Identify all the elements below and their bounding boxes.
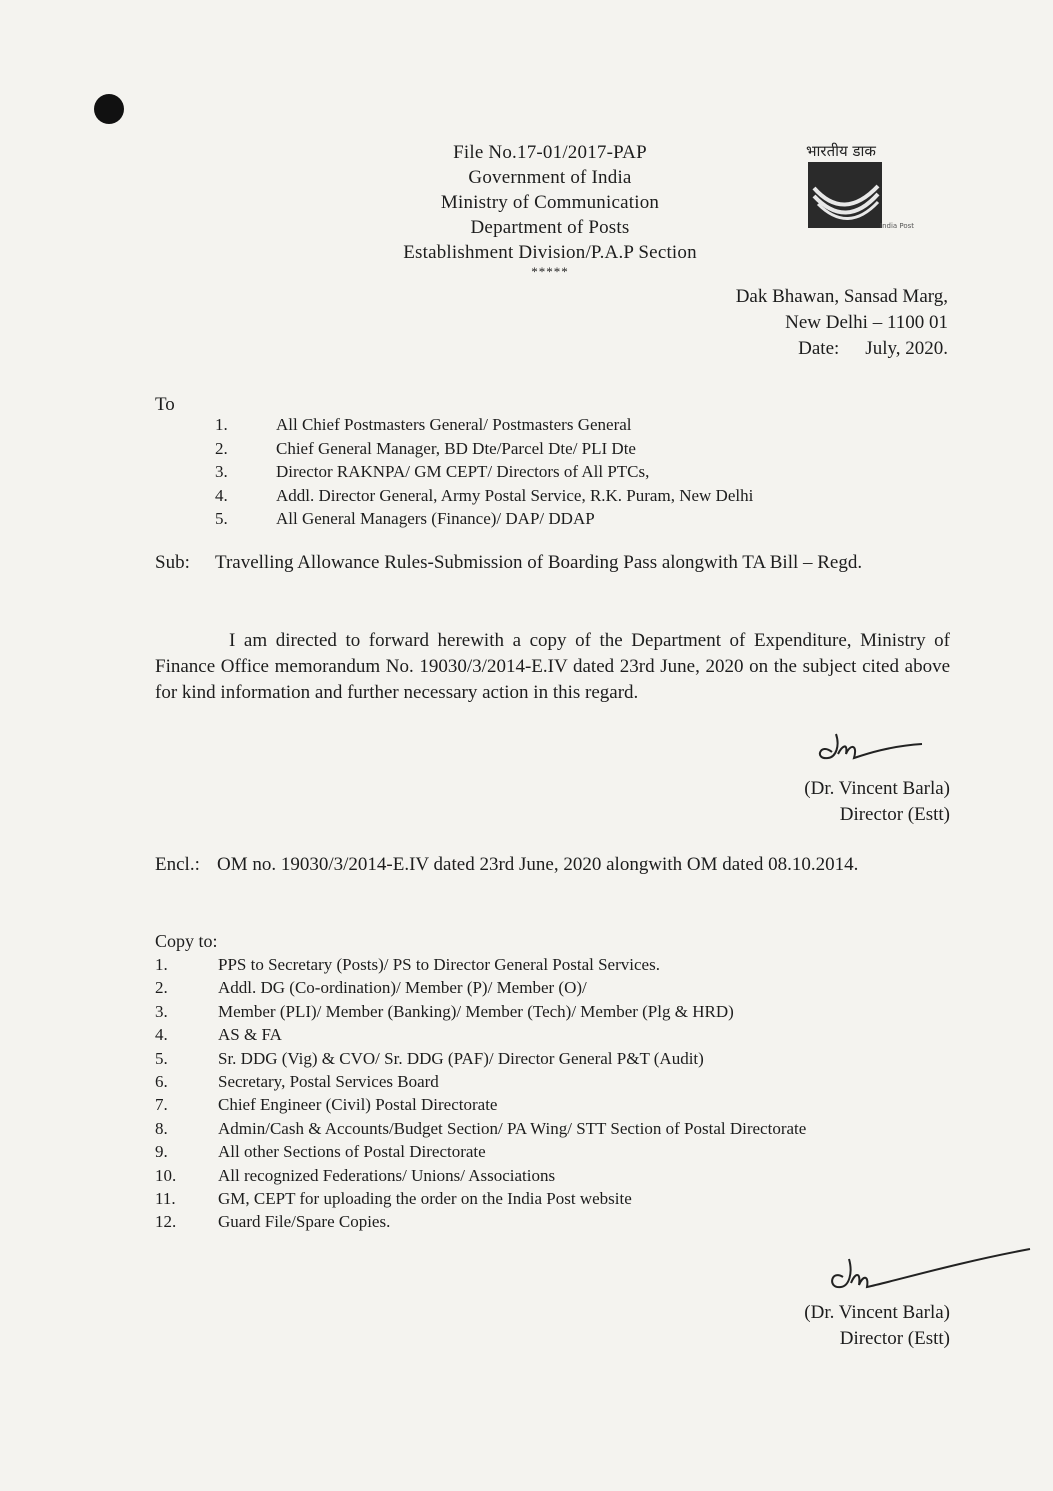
signatory-block [804, 776, 950, 828]
signatory-designation: Director (Estt) [839, 804, 950, 825]
letter-header [330, 140, 770, 279]
body-text: I am directed to forward herewith a copy of the Department of Expenditure, Ministry of Finance Office memorandum No. 19030/3/2014-E.IV dated 23rd June, 2020 on the subject cited above for kind information and further necessary action in this regard. [155, 630, 950, 703]
address-line-1: Dak Bhawan, Sansad Marg, [735, 286, 948, 307]
list-item: 4. AS & FA [155, 1025, 282, 1045]
enclosure-line [155, 852, 950, 878]
punch-hole-mark [94, 94, 124, 124]
list-item: 7. Chief Engineer (Civil) Postal Directorate [155, 1095, 498, 1115]
list-item: 3. Director RAKNPA/ GM CEPT/ Directors of All PTCs, [215, 462, 650, 481]
signatory-name: (Dr. Vincent Barla) [804, 778, 950, 799]
file-number: File No.17-01/2017-PAP [453, 142, 647, 163]
signatory-block [804, 1300, 950, 1352]
list-item: 1. All Chief Postmasters General/ Postmasters General [215, 415, 632, 434]
division-line: Establishment Division/P.A.P Section [403, 242, 697, 263]
india-post-logo [800, 142, 926, 238]
ministry-line: Ministry of Communication [440, 192, 660, 213]
list-item: 8. Admin/Cash & Accounts/Budget Section/ PA Wing/ STT Section of Postal Directorate [155, 1118, 807, 1138]
address-line-2: New Delhi – 1100 01 [785, 312, 948, 333]
list-item: 9. All other Sections of Postal Directorate [155, 1142, 486, 1162]
logo-emblem-icon [808, 162, 882, 228]
logo-hindi-text: भारतीय डाक [806, 142, 876, 160]
to-label: To [155, 394, 175, 415]
copy-to-label: Copy to: [155, 931, 218, 951]
list-item: 4. Addl. Director General, Army Postal Service, R.K. Puram, New Delhi [215, 485, 754, 505]
list-item: 11. GM, CEPT for uploading the order on the India Post website [155, 1189, 632, 1209]
list-item: 2. Addl. DG (Co-ordination)/ Member (P)/ Member (O)/ [155, 978, 587, 998]
enclosure-label: Encl.: [155, 854, 200, 875]
list-item: 12. Guard File/Spare Copies. [155, 1212, 391, 1232]
date-row [736, 336, 948, 362]
handwritten-signature [810, 724, 930, 774]
logo-caption: India Post [880, 222, 915, 230]
address-block [736, 284, 948, 362]
list-item: 5. All General Managers (Finance)/ DAP/ DDAP [215, 509, 595, 528]
subject-text: Travelling Allowance Rules-Submission of Boarding Pass alongwith TA Bill – Regd. [215, 552, 863, 573]
copy-to-list [155, 953, 952, 1234]
handwritten-signature [825, 1243, 1035, 1303]
list-item: 1. PPS to Secretary (Posts)/ PS to Director General Postal Services. [155, 955, 660, 974]
government-line: Government of India [468, 167, 632, 188]
department-line: Department of Posts [470, 217, 630, 238]
date-label: Date: [798, 338, 840, 359]
enclosure-text: OM no. 19030/3/2014-E.IV dated 23rd June, 2020 alongwith OM dated 08.10.2014. [217, 854, 859, 875]
date-value: July, 2020. [865, 338, 948, 359]
signatory-designation: Director (Estt) [839, 1328, 950, 1349]
to-recipient-list [215, 413, 935, 531]
subject-label: Sub: [155, 552, 190, 573]
list-item: 6. Secretary, Postal Services Board [155, 1072, 439, 1092]
body-paragraph [155, 628, 950, 706]
list-item: 2. Chief General Manager, BD Dte/Parcel Dte/ PLI Dte [215, 438, 636, 458]
signatory-name: (Dr. Vincent Barla) [804, 1302, 950, 1323]
list-item: 10. All recognized Federations/ Unions/ Associations [155, 1165, 556, 1185]
list-item: 5. Sr. DDG (Vig) & CVO/ Sr. DDG (PAF)/ Director General P&T (Audit) [155, 1048, 704, 1068]
list-item: 3. Member (PLI)/ Member (Banking)/ Member (Tech)/ Member (Plg & HRD) [155, 1001, 734, 1021]
header-stars: ***** [531, 264, 569, 279]
subject-line [155, 549, 935, 576]
